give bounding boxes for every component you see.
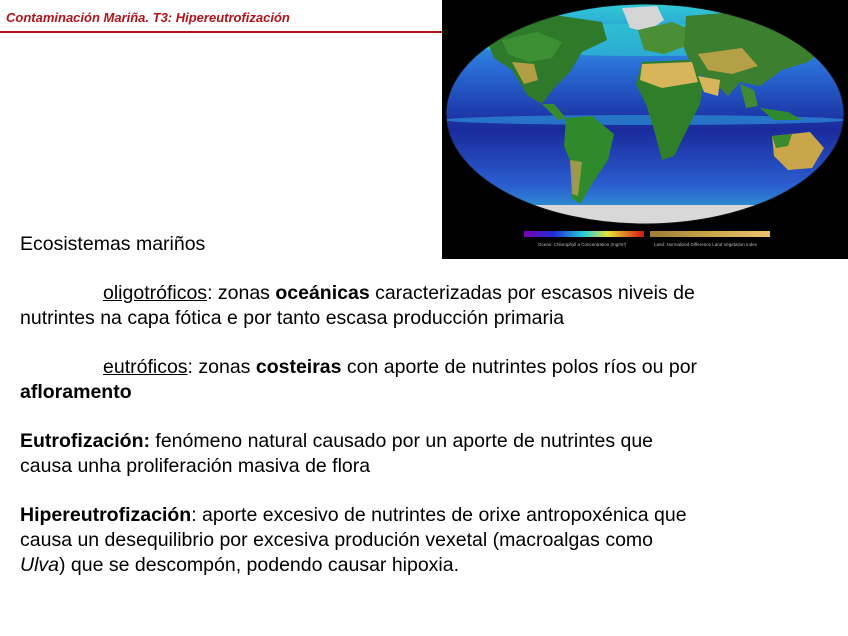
ocean-legend-label: Ocean: Chlorophyll a Concentration (mg/m³) [538,242,627,247]
eutrophic-bold: costeiras [255,356,342,378]
world-map-image [442,0,848,259]
eutrophic-pre: : zonas [187,356,256,378]
body-heading: Ecosistemas mariños [20,233,206,255]
eutrophic-term: eutróficos [103,356,188,378]
slide-body [20,232,780,578]
globe-ellipse [442,0,848,259]
ulva-term: Ulva [20,554,60,576]
global-chlorophyll-map [442,0,848,259]
oligotrophic-term: oligotróficos [103,282,208,304]
slide-title: Contaminación Mariña. T3: Hipereutrofización [6,10,290,25]
eutrofizacion-line-2: causa unha proliferación masiva de flora [20,455,371,477]
hipereutrofizacion-text-1: : aporte excesivo de nutrintes de orixe antropoxénica que [191,504,687,526]
oligotrophic-line-1 [20,281,780,306]
hipereutrofizacion-line-2: causa un desequilibrio por excesiva produción vexetal (macroalgas como [20,529,654,551]
hipereutrofizacion-term: Hipereutrofización [20,504,192,526]
oligotrophic-line-2: nutrintes na capa fótica e por tanto escasa producción primaria [20,307,565,329]
hipereutrofizacion-line-1 [20,503,780,528]
eutrophic-line-1 [20,355,780,380]
hipereutrofizacion-line-3 [20,553,780,578]
hipereutrofizacion-text-3: ) que se descompón, podendo causar hipoxia. [59,554,460,576]
eutrophic-line-2 [20,380,780,405]
eutrofizacion-text-1: fenómeno natural causado por un aporte de nutrintes que [150,430,654,452]
land-legend-label: Land: Normalized Difference Land Vegetation Index [654,242,757,247]
eutrofizacion-line-1 [20,429,780,454]
eutrophic-post: con aporte de nutrintes polos ríos ou por [341,356,698,378]
eutrophic-line-2-bold: afloramento [20,381,132,403]
oligotrophic-bold: oceánicas [275,282,370,304]
title-underline-rule [0,31,442,33]
eutrofizacion-term: Eutrofización: [20,430,150,452]
oligotrophic-post: caracterizadas por escasos niveis de [369,282,695,304]
oligotrophic-pre: : zonas [207,282,276,304]
